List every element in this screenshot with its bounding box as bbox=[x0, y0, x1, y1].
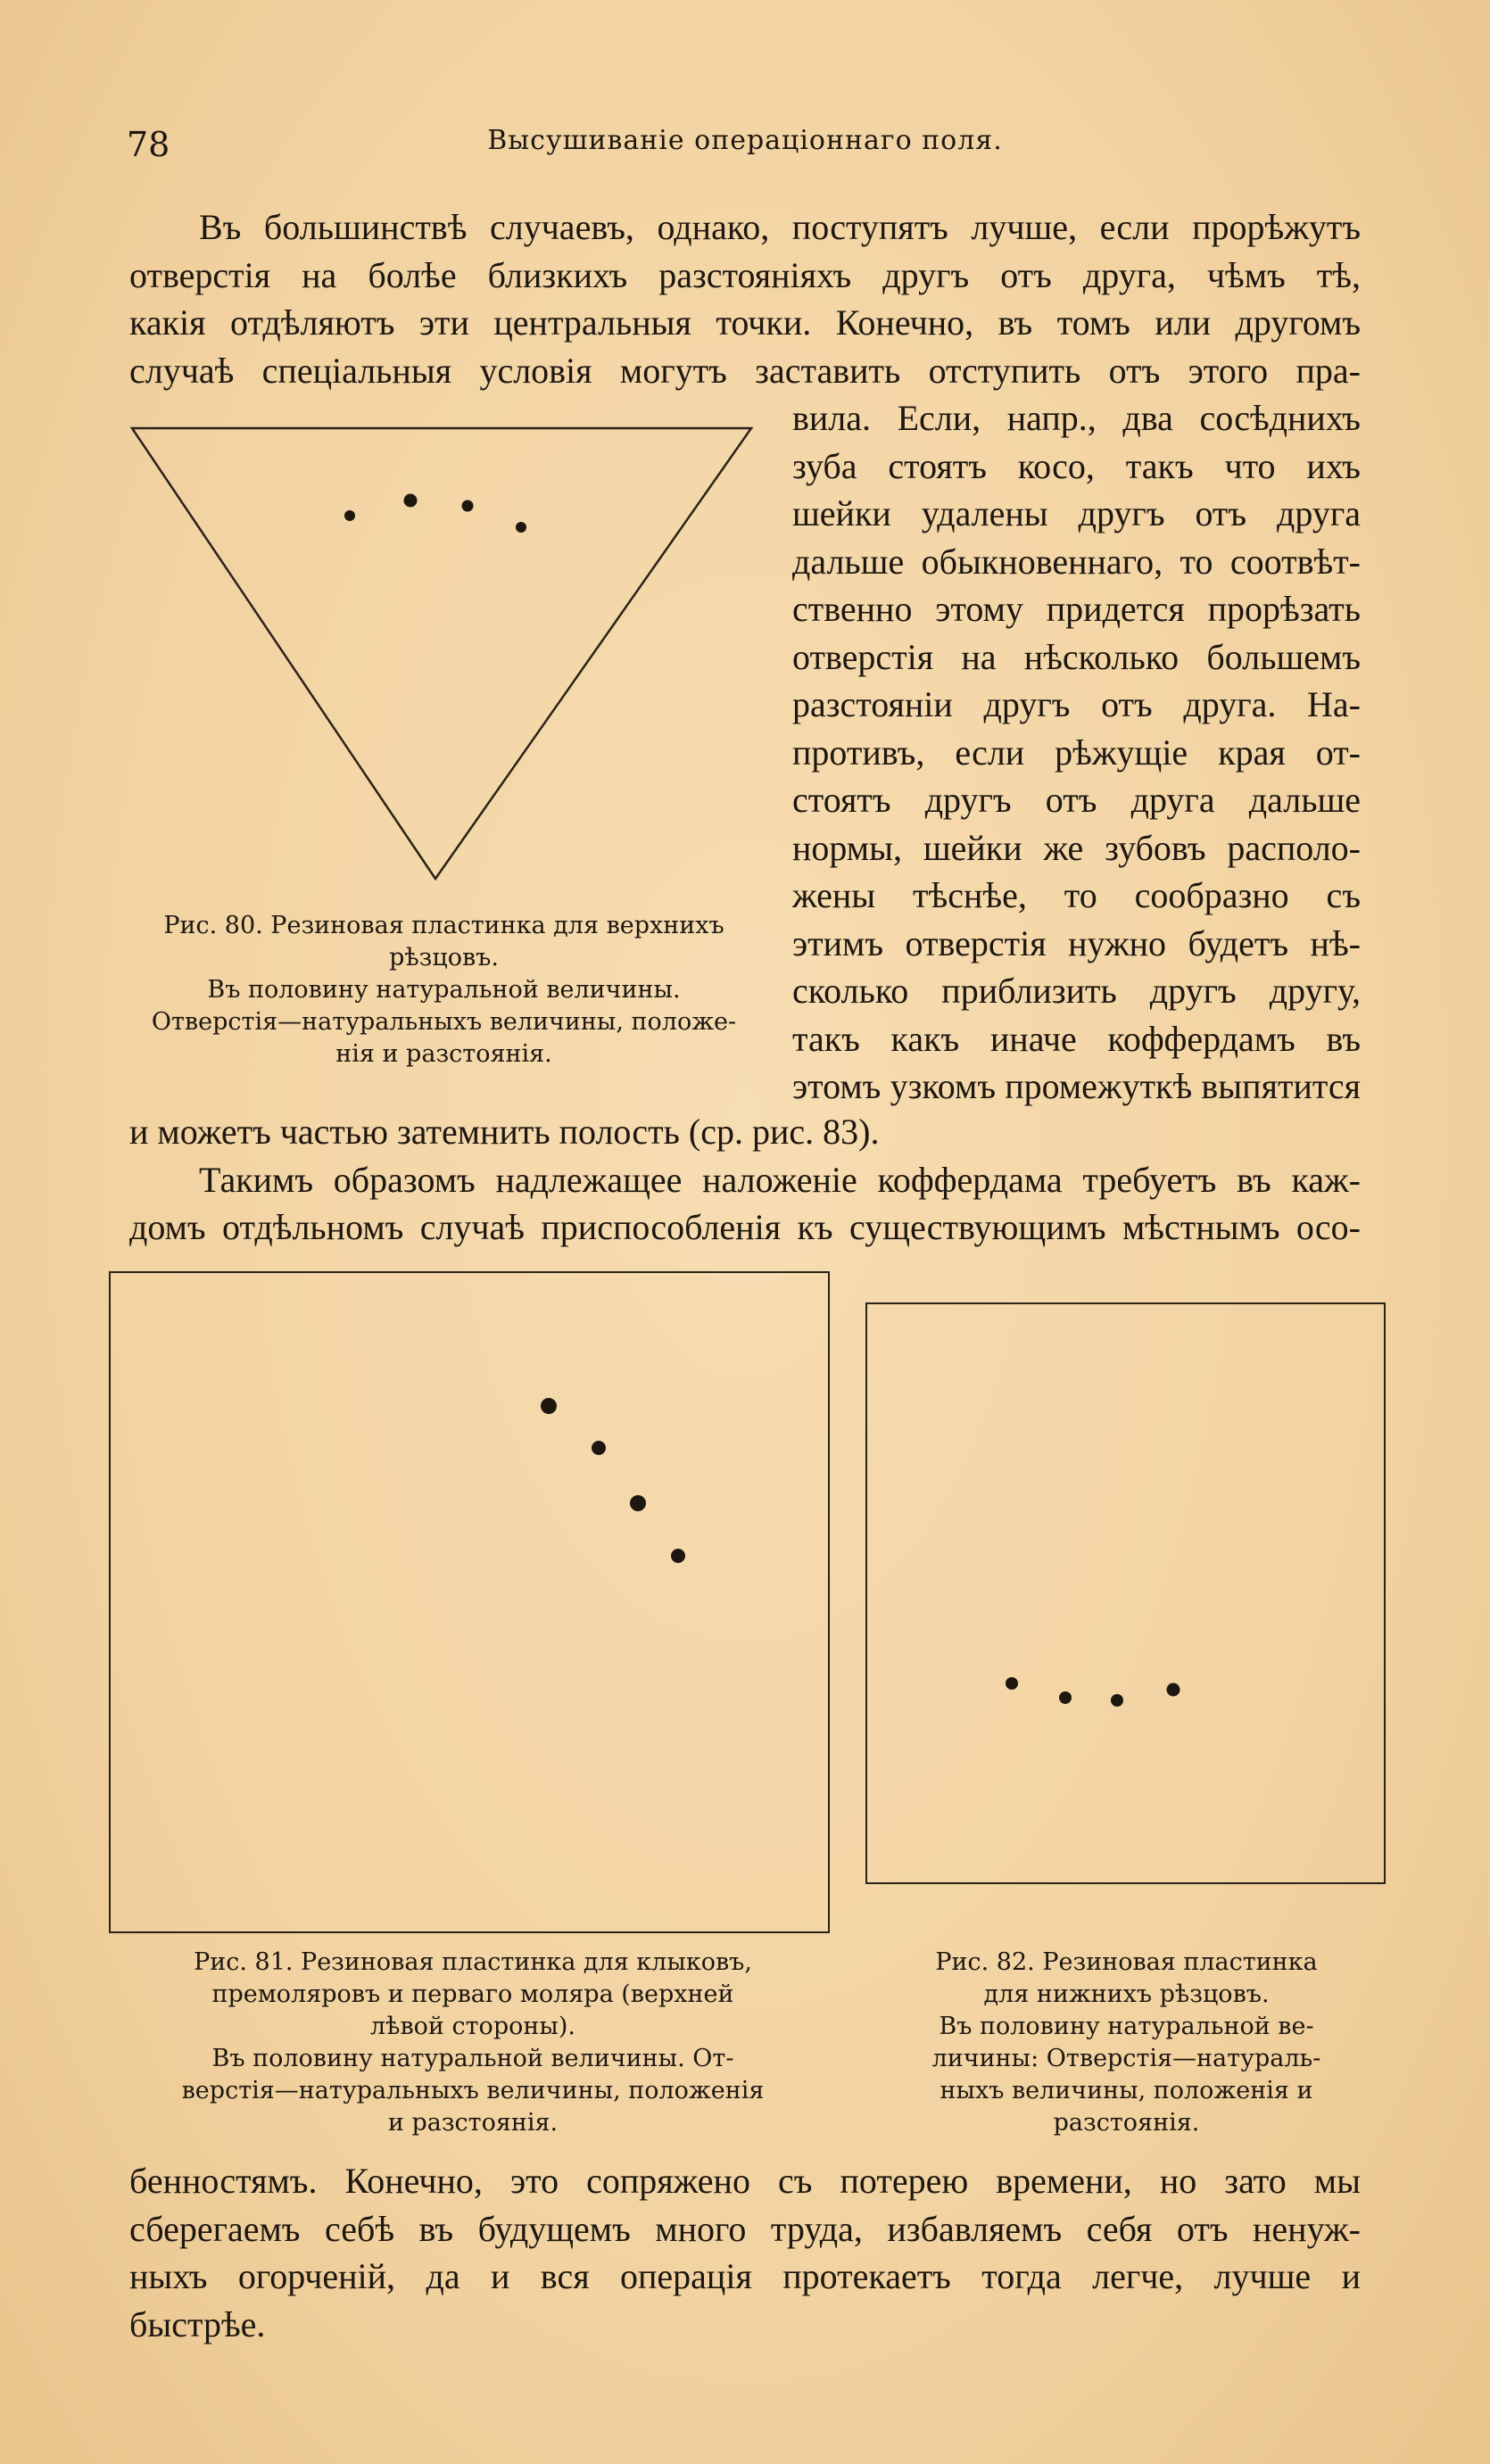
fig82-caption bbox=[870, 1947, 1383, 2139]
caption-line: Въ половину натуральной ве- bbox=[939, 2013, 1314, 2040]
text-line: этимъ отверстiя нужно будетъ нѣ- bbox=[792, 922, 1361, 963]
caption-line: премоляровъ и перваго моляра (верхней bbox=[211, 1980, 734, 2008]
text-line: Въ большинствѣ случаевъ, однако, поступятъ лучше, если прорѣжутъ bbox=[199, 207, 1361, 247]
caption-line: Въ половину натуральной величины. bbox=[207, 976, 681, 1004]
text-line: вила. Если, напр., два сосѣднихъ bbox=[792, 398, 1361, 438]
text-line: разстоянiи другъ отъ друга. На- bbox=[792, 684, 1361, 724]
fig81-hole bbox=[671, 1549, 685, 1563]
caption-line: рѣзцовъ. bbox=[389, 944, 499, 972]
text-line: нормы, шейки же зубовъ располо- bbox=[792, 827, 1361, 868]
caption-title: Рис. 81. Резиновая пластинка для клыковъ, bbox=[194, 1948, 752, 1976]
fig81-holes bbox=[109, 1271, 830, 1933]
caption-line: разстоянiя. bbox=[1053, 2109, 1200, 2137]
caption-line: для нижнихъ рѣзцовъ. bbox=[983, 1980, 1270, 2008]
fig82-hole bbox=[1111, 1694, 1123, 1707]
fig81-hole bbox=[541, 1398, 557, 1414]
paragraph-2 bbox=[129, 1108, 1361, 1252]
fig82-hole bbox=[1006, 1677, 1018, 1690]
caption-line: Въ половину натуральной величины. От- bbox=[211, 2045, 734, 2072]
side-text-column bbox=[792, 394, 1361, 1111]
text-line: противъ, если рѣжущiе края от- bbox=[792, 732, 1361, 773]
intro-paragraph bbox=[129, 203, 1361, 394]
fig81-hole bbox=[630, 1495, 646, 1511]
text-line: домъ отдѣльномъ случаѣ приспособленiя къ существующимъ мѣстнымъ осо- bbox=[129, 1207, 1361, 1247]
caption-line: нiя и разстоянiя. bbox=[335, 1040, 552, 1068]
text-line: отверстiя на болѣе близкихъ разстоянiяхъ другъ отъ друга, чѣмъ тѣ, bbox=[129, 254, 1361, 295]
text-line: быстрѣе. bbox=[129, 2303, 266, 2344]
fig82-hole bbox=[1167, 1683, 1180, 1697]
text-line: какiя отдѣляютъ эти центральныя точки. Конечно, въ томъ или другомъ bbox=[129, 302, 1361, 343]
caption-line: верстiя—натуральныхъ величины, положенiя bbox=[181, 2077, 765, 2104]
fig81-caption bbox=[116, 1947, 830, 2139]
fig82-holes bbox=[865, 1302, 1386, 1884]
fig81-hole bbox=[592, 1441, 606, 1455]
fig80-hole bbox=[462, 500, 474, 512]
caption-line: ныхъ величины, положенiя и bbox=[940, 2077, 1313, 2104]
fig80-hole bbox=[516, 522, 526, 533]
fig80-hole bbox=[404, 494, 418, 508]
caption-line: личины: Отверстiя—натураль- bbox=[931, 2045, 1321, 2072]
caption-title: Рис. 82. Резиновая пластинка bbox=[935, 1948, 1318, 1976]
text-line: жены тѣснѣе, то сообразно съ bbox=[792, 875, 1361, 915]
caption-title: Рис. 80. Резиновая пластинка для верхнихъ bbox=[163, 912, 724, 939]
text-line: Такимъ образомъ надлежащее наложенiе коффердама требуетъ въ каж- bbox=[199, 1159, 1361, 1200]
text-line: зуба стоятъ косо, такъ что ихъ bbox=[792, 445, 1361, 486]
caption-line: Отверстiя—натуральныхъ величины, положе- bbox=[151, 1008, 737, 1036]
running-title: Высушиванiе операцiоннаго поля. bbox=[487, 125, 1003, 156]
text-line: и можетъ частью затемнить полость (ср. рис. 83). bbox=[129, 1112, 880, 1152]
caption-line: и разстоянiя. bbox=[387, 2109, 559, 2137]
fig80-hole bbox=[344, 510, 355, 521]
text-line: ныхъ огорченiй, да и вся операцiя протекаетъ тогда легче, лучше и bbox=[129, 2256, 1361, 2296]
fig80-triangle bbox=[132, 428, 751, 879]
text-line: сберегаемъ себѣ въ будущемъ много труда, избавляемъ себя отъ ненуж- bbox=[129, 2208, 1361, 2249]
text-line: стоятъ другъ отъ друга дальше bbox=[792, 780, 1361, 820]
text-line: бенностямъ. Конечно, это сопряжено съ потерею времени, но зато мы bbox=[129, 2161, 1361, 2201]
fig80-caption bbox=[125, 910, 763, 1071]
text-line: сколько приблизить другъ другу, bbox=[792, 971, 1361, 1011]
fig80-illustration bbox=[125, 419, 758, 892]
text-line: дальше обыкновеннаго, то соотвѣт- bbox=[792, 541, 1361, 582]
final-paragraph bbox=[129, 2157, 1361, 2348]
text-line: ственно этому придется прорѣзать bbox=[792, 589, 1361, 629]
page-number: 78 bbox=[127, 125, 170, 164]
text-line: отверстiя на нѣсколько большемъ bbox=[792, 636, 1361, 677]
fig82-hole bbox=[1059, 1691, 1072, 1704]
caption-line: лѣвой стороны). bbox=[370, 2013, 575, 2040]
text-line: шейки удалены другъ отъ друга bbox=[792, 493, 1361, 533]
text-line: такъ какъ иначе коффердамъ въ bbox=[792, 1018, 1361, 1059]
text-line: этомъ узкомъ промежуткѣ выпятится bbox=[792, 1066, 1361, 1106]
text-line: случаѣ спецiальныя условiя могутъ заставить отступить отъ этого пра- bbox=[129, 350, 1361, 391]
